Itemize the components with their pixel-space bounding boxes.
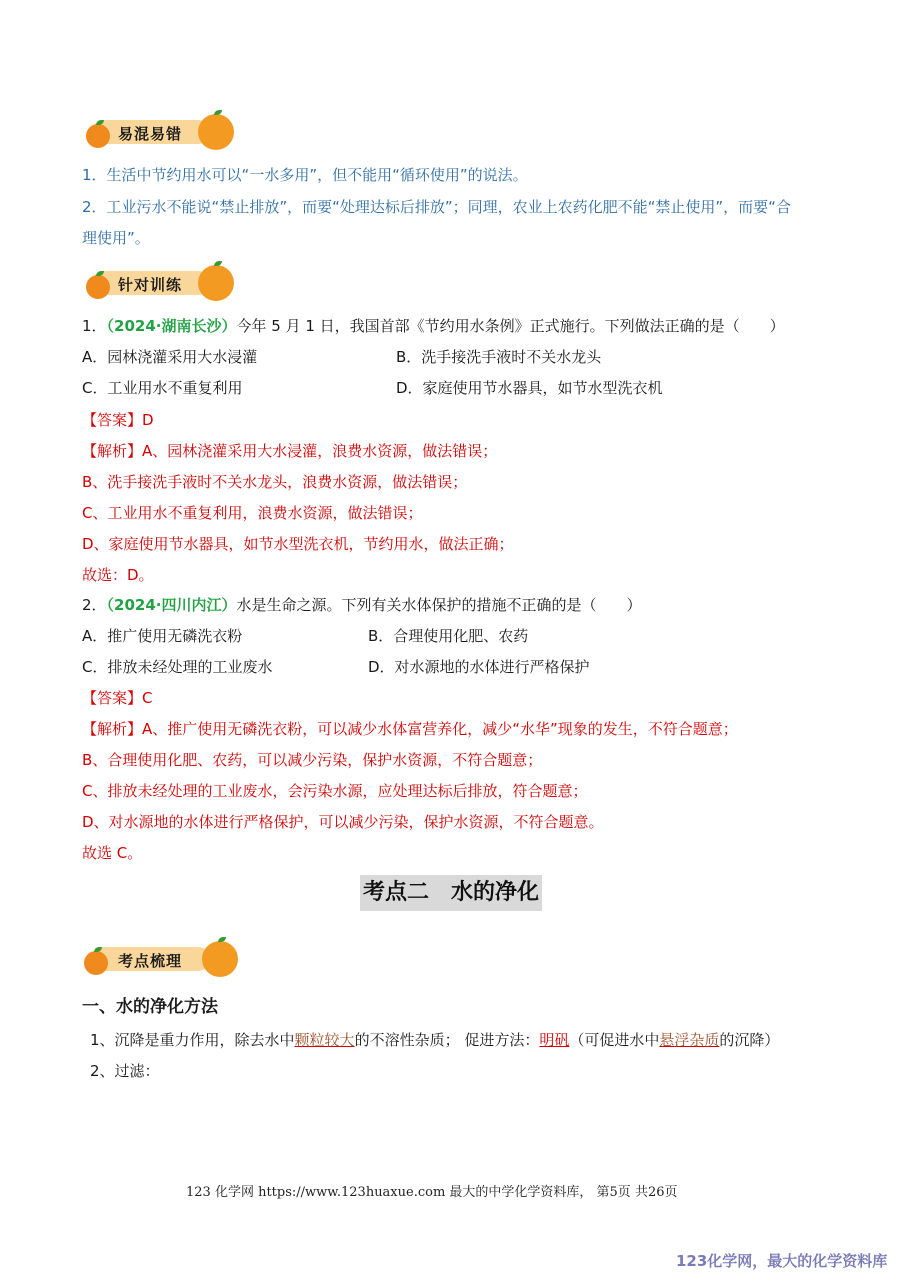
item-text: 1、沉降是重力作用，除去水中: [90, 1031, 295, 1049]
analysis-line: B、洗手接洗手液时不关水龙头，浪费水资源，做法错误；: [82, 473, 468, 491]
orange-icon: [198, 114, 234, 150]
question-1: [82, 316, 785, 336]
purification-item-1: [90, 1030, 779, 1050]
option-d: D．对水源地的水体进行严格保护: [368, 658, 590, 676]
option-c: C．排放未经处理的工业废水: [82, 658, 273, 676]
analysis-line: 【解析】A、园林浇灌采用大水浸灌，浪费水资源，做法错误；: [82, 442, 498, 460]
analysis-line: D、家庭使用节水器具，如节水型洗衣机，节约用水，做法正确；: [82, 535, 514, 553]
badge-label: 考点梳理: [118, 952, 183, 970]
orange-icon: [202, 941, 238, 977]
badge-training: [82, 263, 242, 303]
answer: [82, 410, 154, 430]
orange-icon: [86, 275, 110, 299]
badge-review: [82, 939, 242, 979]
answer-value: C: [142, 689, 153, 707]
answer-label: 【答案】: [82, 689, 143, 707]
analysis-line: 【解析】A、推广使用无磷洗衣粉，可以减少水体富营养化，减少“水华”现象的发生，不符合题意；: [82, 720, 738, 738]
badge-confusion: [82, 112, 242, 152]
option-b: B．洗手接洗手液时不关水龙头: [396, 348, 602, 366]
question-source: （2024·湖南长沙）: [106, 317, 237, 335]
analysis-line: D、对水源地的水体进行严格保护，可以减少污染，保护水资源，不符合题意。: [82, 813, 604, 831]
option-a: A．园林浇灌采用大水浸灌: [82, 348, 258, 366]
answer: [82, 688, 153, 708]
underlined-term: 颗粒较大: [294, 1031, 355, 1049]
answer-label: 【答案】: [82, 411, 143, 429]
underlined-term: 明矾: [539, 1031, 570, 1049]
page-footer: 123 化学网 https://www.123huaxue.com 最大的中学化学资料库， 第5页 共26页: [186, 1185, 678, 1200]
item-text: （可促进水中: [569, 1031, 660, 1049]
purification-item-2: 2、过滤：: [90, 1062, 160, 1080]
section-heading: 一、水的净化方法: [82, 997, 218, 1017]
analysis-line: C、排放未经处理的工业废水，会污染水源，应处理达标后排放，符合题意；: [82, 782, 588, 800]
watermark: 123化学网，最大的化学资料库: [676, 1252, 888, 1270]
question-number: 1．: [82, 317, 107, 335]
item-text: 的沉降）: [719, 1031, 780, 1049]
item-text: 的不溶性杂质； 促进方法：: [354, 1031, 540, 1049]
section-title: 考点二 水的净化: [360, 875, 542, 911]
conclusion: 故选：D。: [82, 566, 154, 584]
confusion-point: 2．工业污水不能说“禁止排放”，而要“处理达标后排放”；同理，农业上农药化肥不能“禁止使用”，而要“合: [82, 198, 791, 216]
underlined-term: 悬浮杂质: [659, 1031, 720, 1049]
question-source: （2024·四川内江）: [106, 596, 237, 614]
conclusion: 故选 C。: [82, 844, 143, 862]
option-b: B．合理使用化肥、农药: [368, 627, 529, 645]
question-stem: 水是生命之源。下列有关水体保护的措施不正确的是（ ）: [236, 596, 642, 614]
confusion-point: 理使用”。: [82, 229, 150, 247]
question-stem: 今年 5 月 1 日，我国首部《节约用水条例》正式施行。下列做法正确的是（ ）: [236, 317, 785, 335]
orange-icon: [86, 124, 110, 148]
analysis-line: B、合理使用化肥、农药，可以减少污染，保护水资源，不符合题意；: [82, 751, 543, 769]
question-2: [82, 595, 642, 615]
option-c: C．工业用水不重复利用: [82, 379, 243, 397]
option-a: A．推广使用无磷洗衣粉: [82, 627, 243, 645]
badge-label: 易混易错: [118, 125, 183, 143]
confusion-point: 1．生活中节约用水可以“一水多用”，但不能用“循环使用”的说法。: [82, 166, 528, 184]
analysis-line: C、工业用水不重复利用，浪费水资源，做法错误；: [82, 504, 423, 522]
answer-value: D: [142, 411, 154, 429]
orange-icon: [84, 951, 108, 975]
question-number: 2．: [82, 596, 107, 614]
orange-icon: [198, 265, 234, 301]
badge-label: 针对训练: [118, 276, 183, 294]
option-d: D．家庭使用节水器具，如节水型洗衣机: [396, 379, 663, 397]
